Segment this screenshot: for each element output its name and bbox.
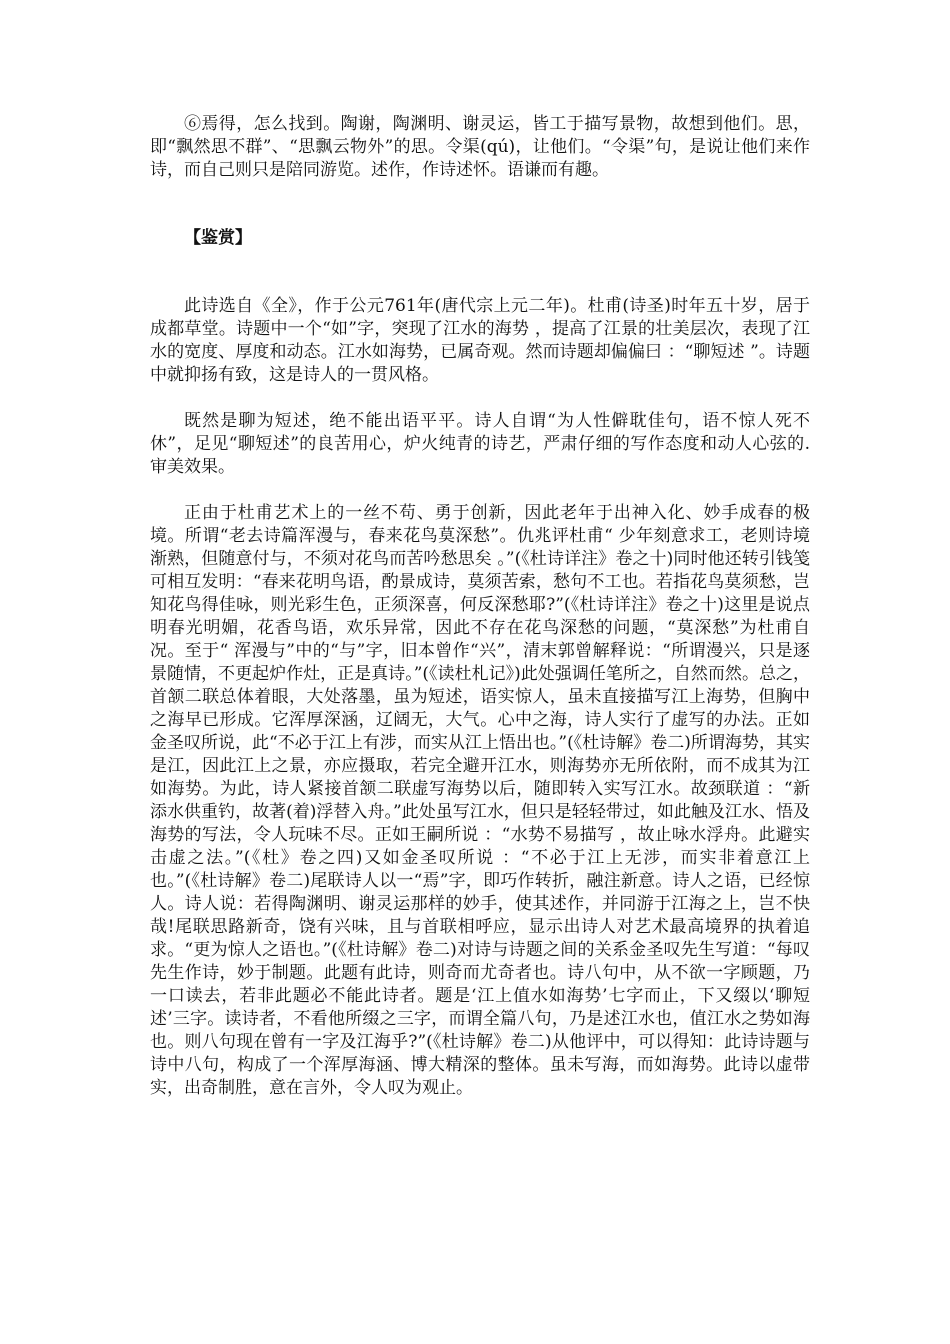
spacer	[150, 479, 810, 502]
body-paragraph-1: 此诗选自《全》，作于公元761年(唐代宗上元二年)。杜甫(诗圣)时年五十岁，居于成都草堂。诗题中一个“如”字，突现了江水的海势 ，提高了江景的壮美层次，表现了江水的宽度、厚度和动态。江水如海势，已属奇观。然而诗题却偏偏曰 ：“聊短述 ”。诗题中就抑扬有致，这是诗人的一贯风格。	[150, 296, 810, 385]
footnote-paragraph: ⑥焉得，怎么找到。陶谢，陶渊明、谢灵运，皆工于描写景物，故想到他们。思，即“飘然思不群”、“思飘云物外”的思。令渠(qú)，让他们。“令渠”句，是说让他们来作诗，而自己则只是陪同游览。述作，作诗述怀。语谦而有趣。	[150, 114, 810, 180]
body-paragraph-2: 既然是聊为短述，绝不能出语平平。诗人自谓“为人性僻耽佳句，语不惊人死不休”，足见“聊短述”的良苦用心，炉火纯青的诗艺，严肃仔细的写作态度和动人心弦的.审美效果。	[150, 411, 810, 477]
spacer	[150, 387, 810, 410]
document-page	[150, 113, 810, 1100]
section-heading: 【鉴赏】	[184, 228, 252, 248]
body-paragraph-3: 正由于杜甫艺术上的一丝不苟、勇于创新，因此老年于出神入化、妙手成春的极境。所谓“老去诗篇浑漫与，春来花鸟莫深愁”。仇兆评杜甫“ 少年刻意求工，老则诗境渐熟，但随意付与，不须对花鸟而苦吟愁思矣 。”(《杜诗详注》卷之十)同时他还转引钱笺可相互发明：“春来花明鸟语，酌景成诗，莫须苦索，愁句不工也。若指花鸟莫须愁，岂知花鸟得佳咏，则光彩生色，正须深喜，何反深愁耶?”(《杜诗详注》卷之十)这里是说点明春光明媚，花香鸟语，欢乐异常，因此不存在花鸟深愁的问题，“莫深愁”为杜甫自况。至于“ 浑漫与”中的“与”字，旧本曾作“兴”，清末郭曾解释说：“所谓漫兴，只是逐景随情，不更起炉作灶，正是真诗。”(《读杜札记》)此处强调任笔所之，自然而然。总之，首颔二联总体着眼，大处落墨，虽为短述，语实惊人，虽未直接描写江上海势，但胸中之海早已形成。它浑厚深涵，辽阔无，大气。心中之海，诗人实行了虚写的办法。正如金圣叹所说，此“不必于江上有涉，而实从江上悟出也。”(《杜诗解》卷二)所谓海势，其实是江，因此江上之景，亦应摄取，若完全避开江水，则海势亦无所依附，而不成其为江如海势。为此，诗人紧接首颔二联虚写海势以后，随即转入实写江水。故颈联道 ：“新添水供重钓，故著(着)浮替入舟。”此处虽写江水，但只是轻轻带过，如此触及江水、悟及海势的写法，令人玩味不尽。正如王嗣所说 ：“水势不易描写 ，故止咏水浮舟。此避实击虚之法。”(《杜》卷之四)又如金圣叹所说 ：“不必于江上无涉，而实非着意江上也。”(《杜诗解》卷二)尾联诗人以一“焉”字，即巧作转折，融注新意。诗人之语，已经惊人。诗人说：若得陶渊明、谢灵运那样的妙手，使其述作，并同游于江海之上，岂不快哉!尾联思路新奇，饶有兴味，且与首联相呼应，显示出诗人对艺术最高境界的执着追求。“更为惊人之语也。”(《杜诗解》卷二)对诗与诗题之间的关系金圣叹先生写道：“每叹先生作诗，妙于制题。此题有此诗，则奇而尤奇者也。诗八句中，从不欲一字顾题，乃一口读去，若非此题必不能此诗者。题是‘江上值水如海势’七字而止，下又缀以‘聊短述’三字。读诗者，不看他所缀之三字，而谓全篇八句，乃是述江水也，值江水之势如海也。则八句现在曾有一字及江海乎?”(《杜诗解》卷二)从他评中，可以得知：此诗诗题与诗中八句，构成了一个浑厚海涵、博大精深的整体。虽未写海，而如海势。此诗以虚带实，出奇制胜，意在言外，令人叹为观止。	[150, 503, 810, 1098]
spacer	[150, 182, 810, 227]
spacer	[150, 250, 810, 295]
